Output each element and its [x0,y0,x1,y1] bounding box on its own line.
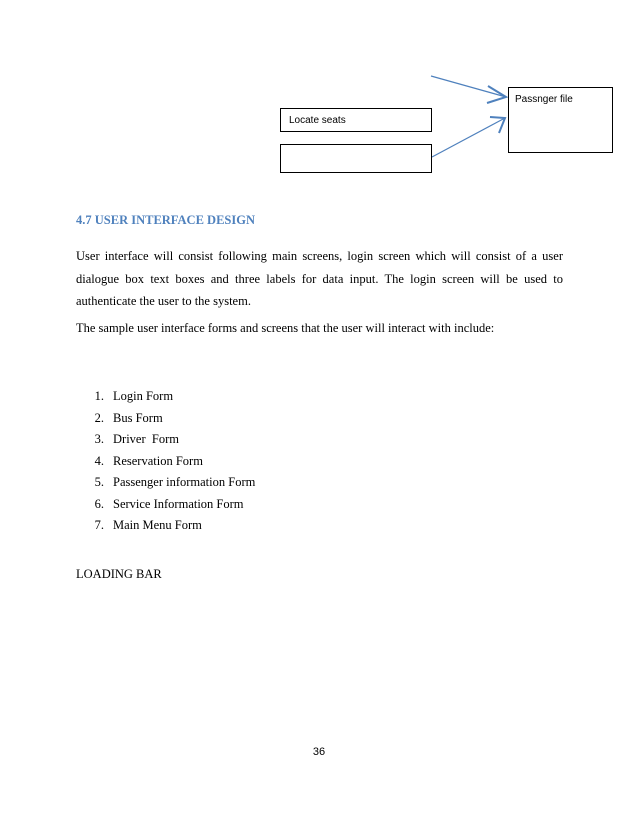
list-number: 7. [94,518,104,532]
arrow-line-bottom [432,118,505,157]
paragraph-intro: User interface will consist following main screens, login screen which will consist of a user dialogue box text boxes and three labels for data input. The login screen will be used to authenticate the user to the system. [76,249,563,308]
locate-seats-label: Locate seats [289,115,346,126]
list-item [76,515,255,537]
arrow-line-top [431,76,506,97]
locate-seats-box [280,108,432,132]
list-label: Reservation Form [113,453,203,468]
list-number: 3. [94,432,104,446]
list-number: 6. [94,496,104,511]
loading-bar-heading: LOADING BAR [76,567,162,581]
forms-list [76,386,255,537]
passenger-file-label: Passnger file [515,94,573,105]
list-item [76,472,255,494]
list-label: Service Information Form [113,496,244,511]
list-label: Main Menu Form [113,518,202,532]
section-heading: 4.7 USER INTERFACE DESIGN [76,213,255,227]
page-number: 36 [312,746,326,758]
paragraph-forms-intro: The sample user interface forms and screens that the user will interact with include: [76,321,495,335]
passenger-file-box [508,87,613,153]
list-item [76,429,255,451]
list-item [76,451,255,473]
list-item [76,408,255,430]
list-number: 4. [94,453,104,468]
list-number: 2. [94,410,104,425]
list-label: Login Form [113,389,174,403]
list-label: Bus Form [113,410,163,425]
flow-diagram [0,0,638,200]
list-item [76,386,255,408]
empty-box [280,144,432,173]
list-label: Driver Form [113,432,179,446]
list-number: 1. [94,389,104,403]
list-number: 5. [94,475,104,489]
list-item [76,494,255,516]
list-label: Passenger information Form [113,475,256,489]
